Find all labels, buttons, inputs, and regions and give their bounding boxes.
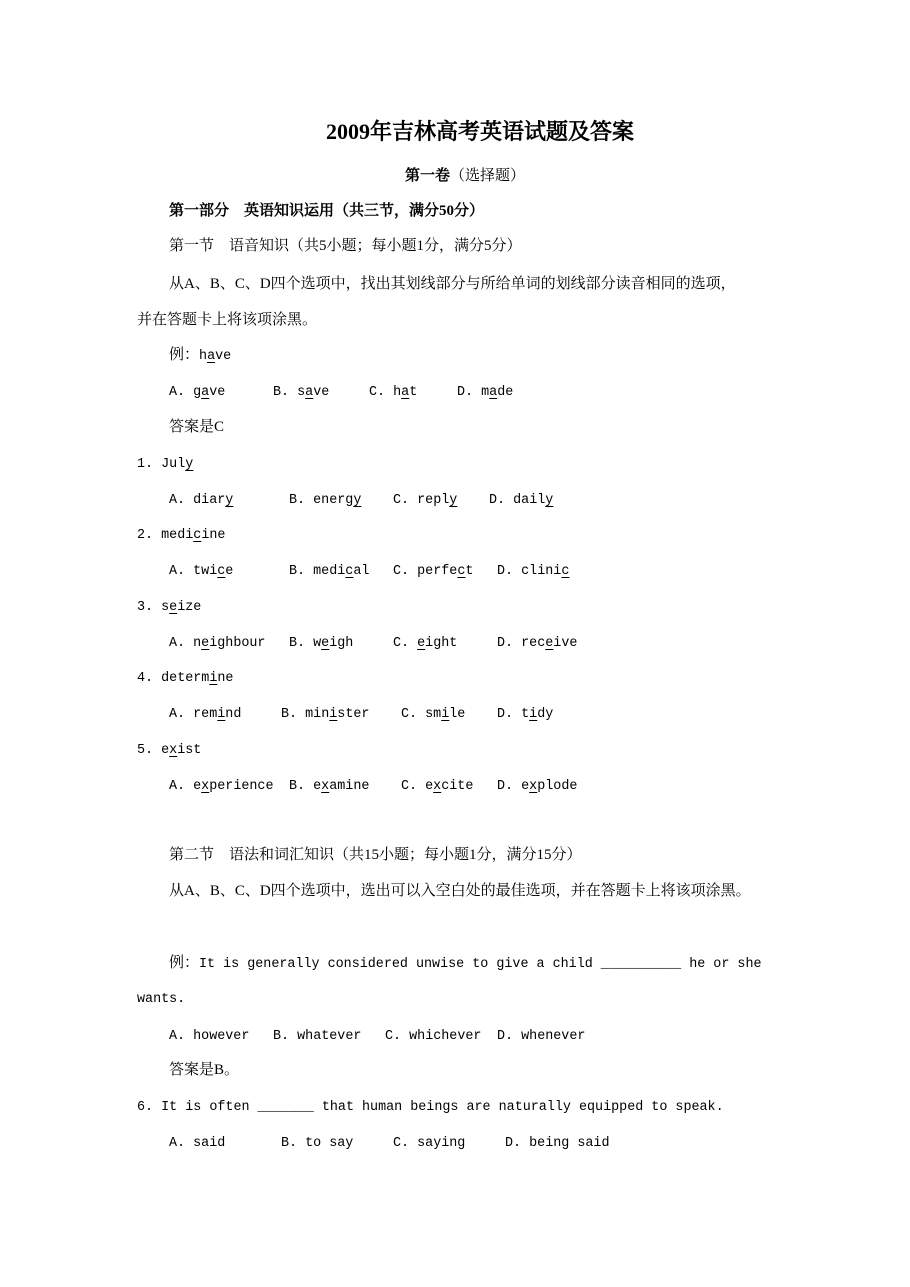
answer-option [289, 563, 369, 581]
option-letter: C. [401, 779, 418, 794]
answer-option [497, 1028, 585, 1046]
section1-instructions-line: 并在答题卡上将该项涂黑。 [137, 312, 318, 328]
word-part: e [193, 779, 202, 794]
option-letter: D. [497, 779, 514, 794]
option-letter: A. [169, 385, 186, 400]
underlined-letters: c [345, 564, 354, 579]
underlined-letters: a [207, 349, 216, 364]
question-number: 5. [137, 743, 154, 758]
underlined-letters: y [353, 493, 362, 508]
word-part: energ [313, 493, 354, 508]
question-number: 3. [137, 600, 154, 615]
underlined-letters: a [305, 385, 314, 400]
word-part: igh [329, 636, 354, 651]
option-letter: B. [281, 1136, 298, 1151]
answer-option [393, 563, 473, 581]
option-letter: C. [369, 385, 386, 400]
example2-stem-cont: wants. [137, 992, 186, 1007]
answer-option [169, 1028, 249, 1046]
underlined-letters: e [201, 636, 210, 651]
option-text: whichever [409, 1029, 482, 1044]
underlined-letters: i [529, 707, 538, 722]
answer-option [393, 492, 457, 510]
answer-option [289, 492, 361, 510]
answer-option [393, 635, 457, 653]
option-letter: B. [273, 385, 290, 400]
answer-option [497, 563, 569, 581]
answer-option [497, 706, 553, 724]
answer-option [505, 1135, 609, 1153]
underlined-letters: c [561, 564, 570, 579]
word-part: t [465, 564, 474, 579]
answer-option [169, 492, 233, 510]
underlined-letters: c [217, 564, 226, 579]
question-stem [137, 742, 201, 760]
word-part: ne [217, 671, 234, 686]
option-letter: D. [497, 564, 514, 579]
underlined-letters: e [545, 636, 554, 651]
option-text: to say [305, 1136, 354, 1151]
word-part: perfe [417, 564, 458, 579]
underlined-letters: y [185, 457, 194, 472]
answer-option [169, 384, 225, 402]
underlined-letters: a [489, 385, 498, 400]
option-letter: B. [289, 779, 306, 794]
option-letter: D. [505, 1136, 522, 1151]
option-text: saying [417, 1136, 466, 1151]
word-part: de [497, 385, 514, 400]
word-part: s [161, 600, 170, 615]
option-letter: D. [489, 493, 506, 508]
example2-answer: 答案是B。 [169, 1062, 240, 1078]
word-part: w [313, 636, 322, 651]
question-number: 6. [137, 1100, 154, 1115]
word-part: s [297, 385, 306, 400]
answer-option [289, 635, 353, 653]
option-letter: A. [169, 707, 186, 722]
option-letter: D. [497, 1029, 514, 1044]
option-letter: C. [393, 564, 410, 579]
answer-option [401, 778, 473, 796]
option-letter: B. [273, 1029, 290, 1044]
option-letter: A. [169, 636, 186, 651]
word-part: e [313, 779, 322, 794]
underlined-letters: a [401, 385, 410, 400]
section1-heading: 第一节 语音知识（共5小题；每小题1分，满分5分） [169, 238, 522, 254]
question-stem [137, 527, 225, 545]
word-part: ster [337, 707, 370, 722]
option-text: said [193, 1136, 226, 1151]
word-part: perience [209, 779, 274, 794]
example2-text: It is generally considered unwise to give a child __________ he or she [199, 957, 762, 972]
underlined-letters: i [329, 707, 338, 722]
underlined-letters: y [545, 493, 554, 508]
underlined-letters: x [433, 779, 442, 794]
example2-label: 例： [169, 955, 200, 971]
word-part: diar [193, 493, 226, 508]
answer-option [169, 563, 233, 581]
answer-option [169, 706, 241, 724]
word-part: dy [537, 707, 554, 722]
underlined-letters: y [225, 493, 234, 508]
option-text: being said [529, 1136, 610, 1151]
word-part: t [409, 385, 418, 400]
option-letter: A. [169, 1136, 186, 1151]
option-letter: C. [393, 493, 410, 508]
underlined-letters: c [193, 528, 202, 543]
option-letter: B. [289, 493, 306, 508]
answer-option [457, 384, 513, 402]
word-part: Jul [161, 457, 186, 472]
word-part: m [481, 385, 490, 400]
option-text: whatever [297, 1029, 362, 1044]
option-letter: A. [169, 564, 186, 579]
question-text: It is often _______ that human beings are naturally equipped to speak. [161, 1100, 724, 1115]
answer-option [273, 384, 329, 402]
word-part: cite [441, 779, 474, 794]
word-part: clini [521, 564, 562, 579]
word-part: ive [553, 636, 578, 651]
underlined-letters: e [321, 636, 330, 651]
example-word [169, 346, 231, 366]
underlined-letters: x [529, 779, 538, 794]
option-letter: B. [289, 564, 306, 579]
answer-option [169, 1135, 225, 1153]
word-part: repl [417, 493, 450, 508]
part1-heading: 第一部分 英语知识运用（共三节，满分50分） [169, 203, 485, 219]
question-number: 1. [137, 457, 154, 472]
word-part: al [353, 564, 370, 579]
word-part: ize [177, 600, 202, 615]
section2-instructions: 从A、B、C、D四个选项中，选出可以入空白处的最佳选项，并在答题卡上将该项涂黑。 [169, 883, 751, 899]
option-letter: C. [401, 707, 418, 722]
word-part: le [449, 707, 466, 722]
section1-instructions-line: 从A、B、C、D四个选项中，找出其划线部分与所给单词的划线部分读音相同的选项， [169, 276, 736, 292]
answer-option [273, 1028, 361, 1046]
option-letter: D. [497, 707, 514, 722]
word-part: e [161, 743, 170, 758]
underlined-letters: x [321, 779, 330, 794]
example2-stem [169, 954, 762, 974]
question-stem [137, 1099, 724, 1117]
answer-option [401, 706, 465, 724]
underlined-letters: i [217, 707, 226, 722]
option-letter: C. [385, 1029, 402, 1044]
option-letter: C. [393, 636, 410, 651]
underlined-letters: i [441, 707, 450, 722]
answer-option [169, 635, 265, 653]
underlined-letters: a [201, 385, 210, 400]
word-part: rem [193, 707, 218, 722]
option-letter: C. [393, 1136, 410, 1151]
option-letter: B. [289, 636, 306, 651]
option-letter: D. [497, 636, 514, 651]
option-text: whenever [521, 1029, 586, 1044]
volume-paren: （选择题） [450, 168, 526, 184]
word-part: medi [161, 528, 194, 543]
word-part: t [521, 707, 530, 722]
word-part: amine [329, 779, 370, 794]
underlined-letters: x [169, 743, 178, 758]
underlined-letters: i [209, 671, 218, 686]
answer-option [281, 706, 369, 724]
underlined-letters: y [449, 493, 458, 508]
word-part: e [425, 779, 434, 794]
word-part: h [199, 349, 208, 364]
word-part: ist [177, 743, 202, 758]
question-number: 2. [137, 528, 154, 543]
word-part: medi [313, 564, 346, 579]
underlined-letters: e [417, 636, 426, 651]
answer-option [169, 778, 274, 796]
word-part: dail [513, 493, 546, 508]
volume-title [0, 167, 910, 185]
example-answer: 答案是C [169, 419, 225, 435]
word-part: min [305, 707, 330, 722]
word-part: sm [425, 707, 442, 722]
option-letter: B. [281, 707, 298, 722]
word-part: ve [313, 385, 330, 400]
document-title: 2009年吉林高考英语试题及答案 [325, 119, 634, 144]
option-text: however [193, 1029, 250, 1044]
word-part: ve [209, 385, 226, 400]
option-letter: A. [169, 779, 186, 794]
answer-option [393, 1135, 465, 1153]
word-part: twi [193, 564, 218, 579]
example-label: 例： [169, 347, 200, 363]
question-stem [137, 456, 193, 474]
word-part: g [193, 385, 202, 400]
answer-option [369, 384, 417, 402]
question-number: 4. [137, 671, 154, 686]
word-part: nd [225, 707, 242, 722]
option-letter: A. [169, 493, 186, 508]
word-part: n [193, 636, 202, 651]
word-part: rec [521, 636, 546, 651]
word-part: ine [201, 528, 226, 543]
option-letter: A. [169, 1029, 186, 1044]
question-stem [137, 670, 233, 688]
section2-heading: 第二节 语法和词汇知识（共15小题；每小题1分，满分15分） [169, 847, 582, 863]
word-part: e [521, 779, 530, 794]
answer-option [497, 778, 577, 796]
answer-option [281, 1135, 353, 1153]
question-stem [137, 599, 201, 617]
word-part: ighbour [209, 636, 266, 651]
word-part: plode [537, 779, 578, 794]
word-part: h [393, 385, 402, 400]
word-part: ight [425, 636, 458, 651]
option-letter: D. [457, 385, 474, 400]
word-part: ve [215, 349, 232, 364]
volume-main: 第一卷 [404, 168, 450, 184]
underlined-letters: x [201, 779, 210, 794]
underlined-letters: e [169, 600, 178, 615]
word-part: determ [161, 671, 210, 686]
underlined-letters: c [457, 564, 466, 579]
answer-option [489, 492, 553, 510]
answer-option [289, 778, 369, 796]
answer-option [497, 635, 577, 653]
word-part: e [225, 564, 234, 579]
answer-option [385, 1028, 481, 1046]
